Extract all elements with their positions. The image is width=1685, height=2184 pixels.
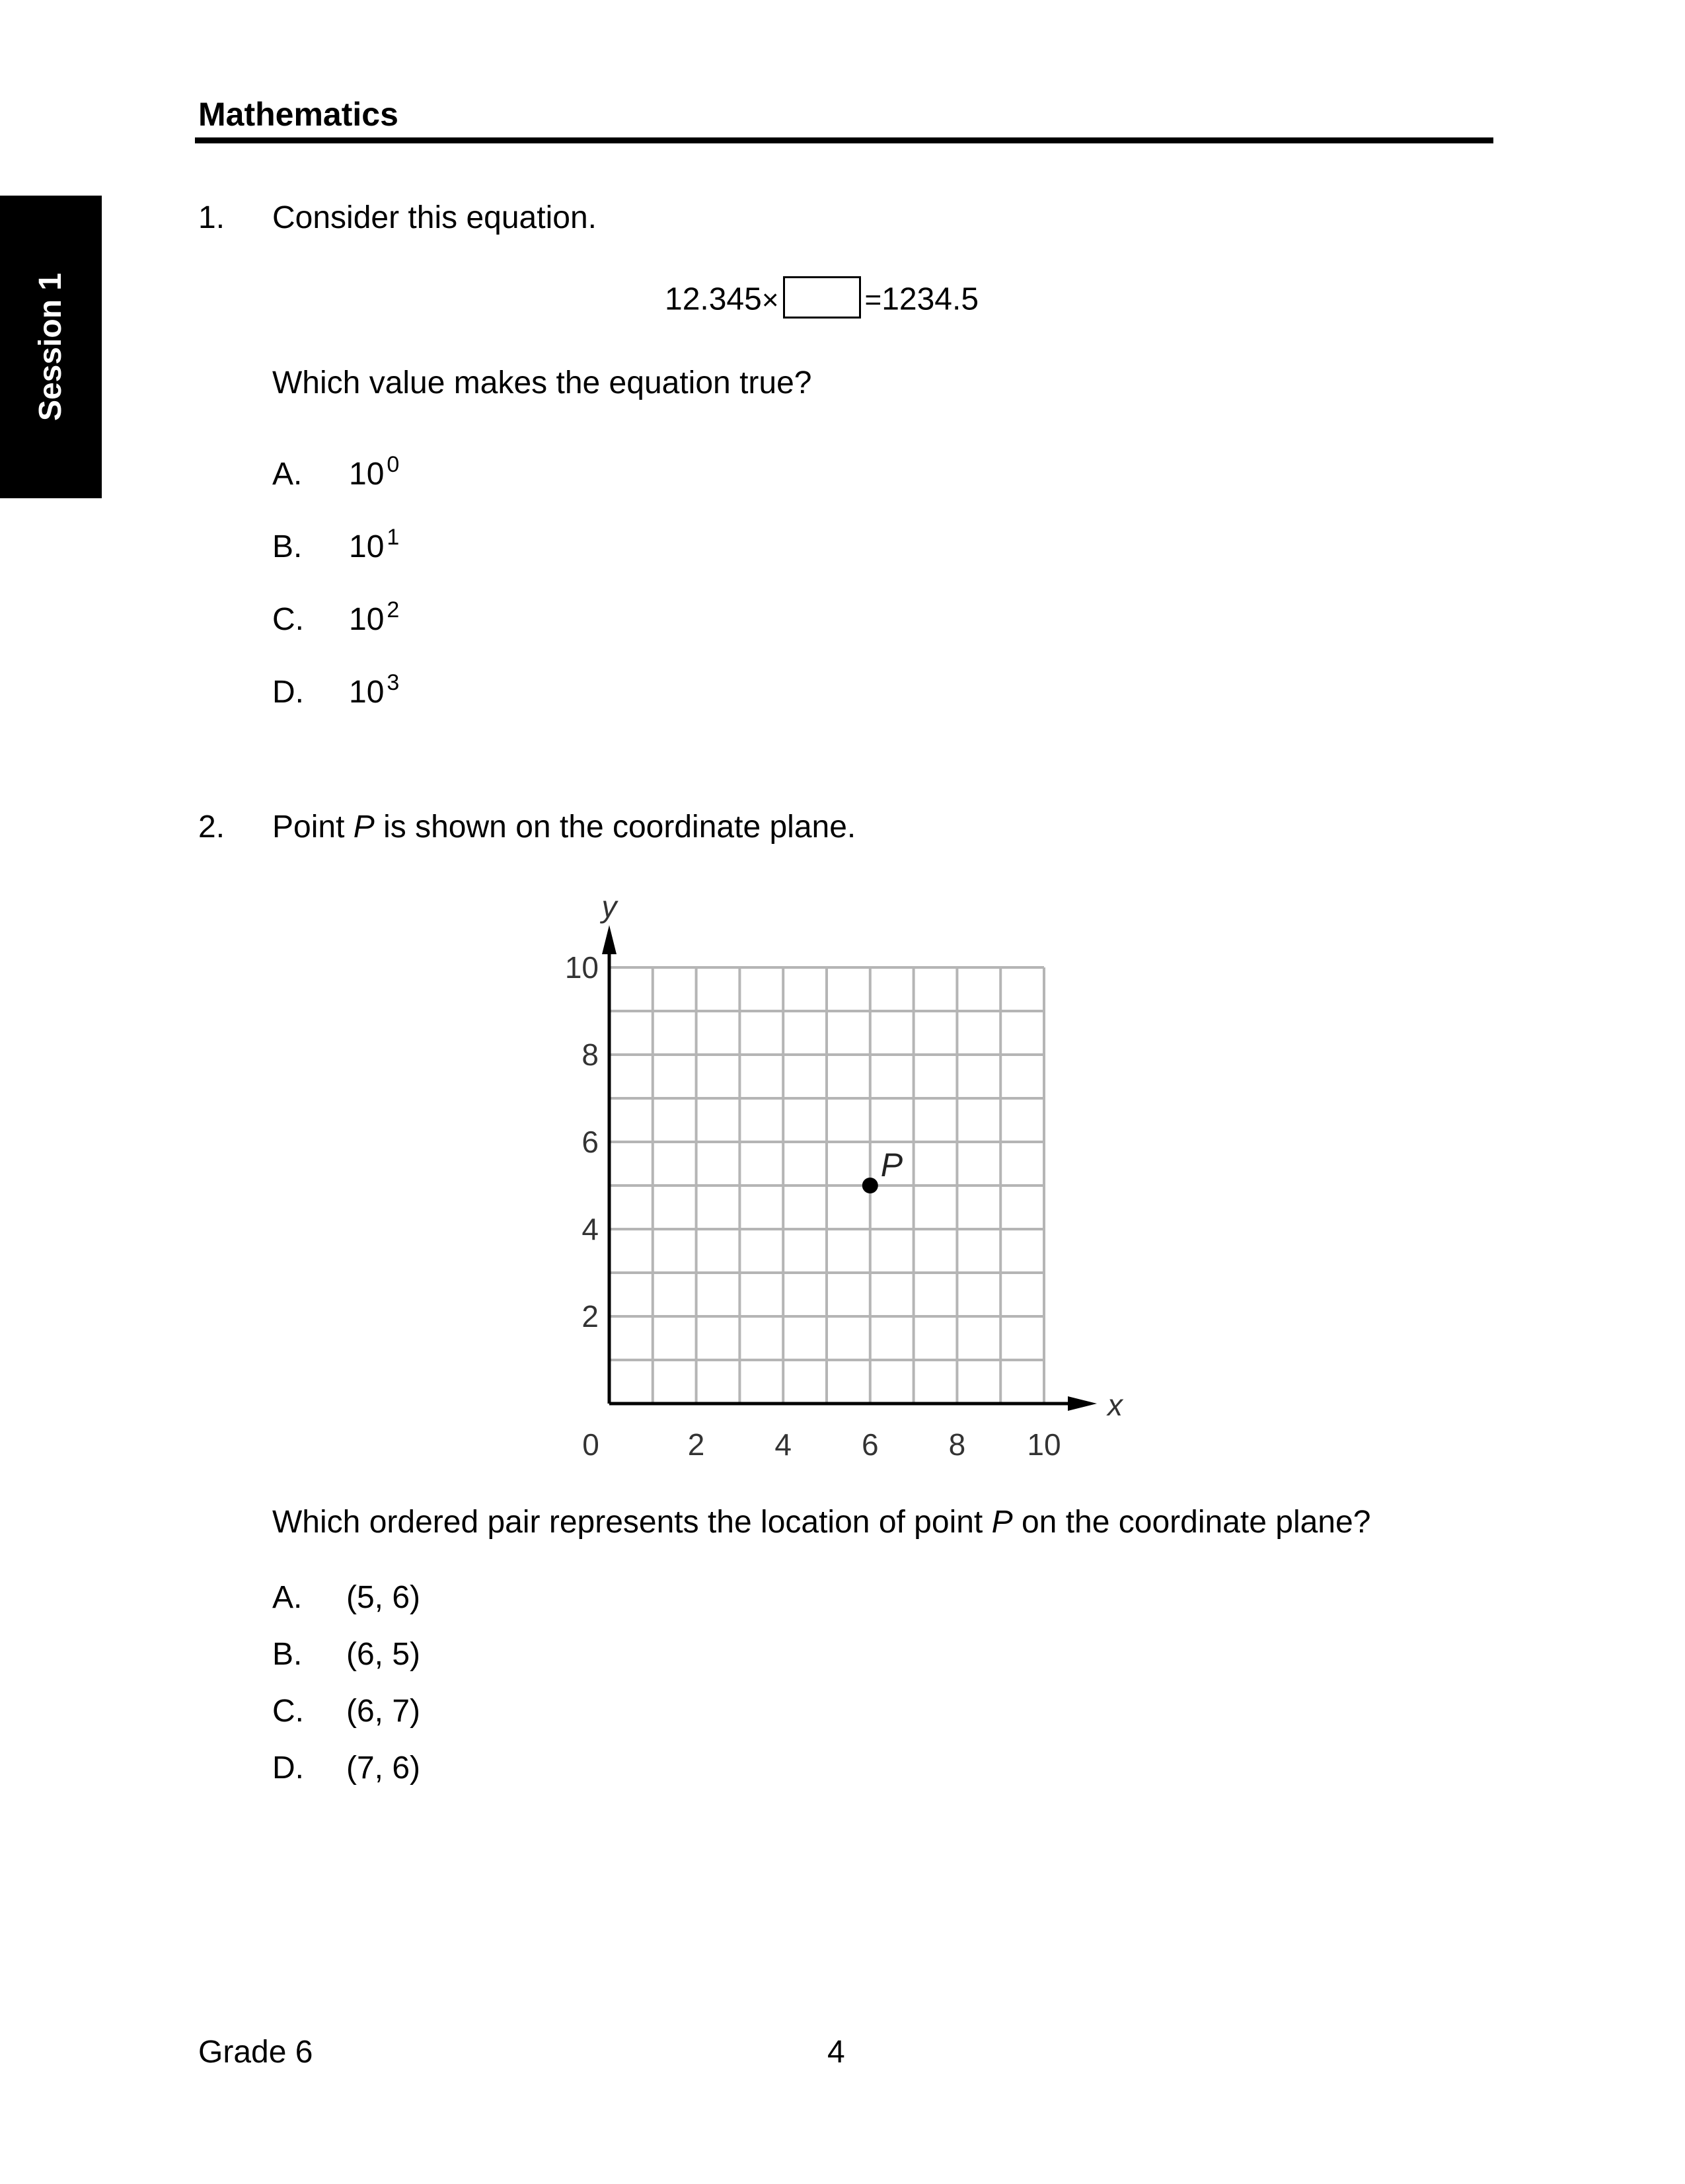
q1-option-b-exponent: 1 bbox=[387, 525, 400, 550]
question-1-prompt: Consider this equation. bbox=[272, 200, 597, 235]
x-tick-label: 0 bbox=[582, 1427, 599, 1462]
q2-option-d[interactable]: (7, 6) bbox=[346, 1751, 421, 1786]
y-tick-label: 2 bbox=[581, 1299, 599, 1334]
question-1-number: 1. bbox=[198, 200, 225, 235]
q1-option-b[interactable] bbox=[349, 525, 400, 564]
q1-option-c-letter: C. bbox=[272, 602, 304, 637]
question-1-question: Which value makes the equation true? bbox=[272, 365, 812, 400]
y-axis-label: y bbox=[601, 889, 617, 924]
x-axis-label: x bbox=[1107, 1388, 1123, 1422]
axes bbox=[602, 925, 1097, 1411]
q1-option-c-base: 10 bbox=[349, 602, 385, 637]
q1-option-a-exponent: 0 bbox=[387, 452, 400, 477]
equation-right: 1234.5 bbox=[881, 282, 979, 317]
x-tick-label: 10 bbox=[1027, 1427, 1061, 1462]
question-2-prompt bbox=[272, 811, 856, 843]
x-tick-label: 6 bbox=[862, 1427, 879, 1462]
equation-blank-box bbox=[783, 276, 861, 319]
q1-option-a-letter: A. bbox=[272, 457, 303, 492]
page-number: 4 bbox=[827, 2035, 845, 2070]
times-sign: × bbox=[761, 283, 779, 317]
q1-option-d[interactable] bbox=[349, 670, 400, 710]
q2-option-d-letter: D. bbox=[272, 1751, 304, 1786]
y-tick-label: 4 bbox=[581, 1212, 599, 1246]
x-tick-label: 2 bbox=[687, 1427, 705, 1462]
q2-question-var: P bbox=[991, 1505, 1013, 1540]
y-axis-arrow bbox=[602, 925, 617, 954]
y-tick-label: 6 bbox=[581, 1125, 599, 1159]
session-tab bbox=[0, 196, 102, 498]
x-axis-arrow bbox=[1068, 1396, 1097, 1411]
question-2-question bbox=[272, 1507, 1370, 1538]
header-rule bbox=[195, 137, 1493, 143]
y-tick-label: 10 bbox=[564, 950, 599, 985]
q1-option-d-letter: D. bbox=[272, 675, 304, 710]
q1-option-b-base: 10 bbox=[349, 529, 385, 564]
q1-option-d-base: 10 bbox=[349, 675, 385, 710]
q2-option-c-letter: C. bbox=[272, 1694, 304, 1729]
equals-sign: = bbox=[864, 283, 882, 317]
q1-option-b-letter: B. bbox=[272, 529, 303, 564]
equation bbox=[665, 280, 979, 322]
data-points bbox=[862, 1147, 903, 1193]
q2-option-a[interactable]: (5, 6) bbox=[346, 1580, 421, 1615]
grid-lines bbox=[609, 967, 1044, 1404]
q2-option-b[interactable]: (6, 5) bbox=[346, 1637, 421, 1672]
equation-left: 12.345 bbox=[665, 282, 762, 317]
q2-option-c[interactable]: (6, 7) bbox=[346, 1694, 421, 1729]
q2-option-b-letter: B. bbox=[272, 1637, 303, 1672]
q2-option-a-letter: A. bbox=[272, 1580, 303, 1615]
question-2-number: 2. bbox=[198, 810, 225, 845]
x-tick-label: 4 bbox=[774, 1427, 792, 1462]
axis-labels bbox=[565, 889, 1124, 1462]
x-tick-label: 8 bbox=[948, 1427, 966, 1462]
q1-option-c[interactable] bbox=[349, 597, 400, 637]
q2-prompt-post: is shown on the coordinate plane. bbox=[374, 810, 856, 845]
q2-prompt-var: P bbox=[353, 810, 375, 845]
q2-prompt-pre: Point bbox=[272, 810, 354, 845]
q1-option-a-base: 10 bbox=[349, 457, 385, 492]
q1-option-c-exponent: 2 bbox=[387, 597, 400, 622]
subject-header: Mathematics bbox=[198, 96, 398, 133]
point-marker bbox=[862, 1178, 878, 1193]
y-tick-label: 8 bbox=[581, 1037, 599, 1072]
q1-option-d-exponent: 3 bbox=[387, 670, 400, 695]
footer-grade: Grade 6 bbox=[198, 2035, 313, 2070]
q1-option-a[interactable] bbox=[349, 452, 400, 492]
q2-question-post: on the coordinate plane? bbox=[1012, 1505, 1371, 1540]
point-label: P bbox=[880, 1147, 903, 1184]
session-label: Session 1 bbox=[33, 272, 68, 422]
q2-question-pre: Which ordered pair represents the location of point bbox=[272, 1505, 992, 1540]
